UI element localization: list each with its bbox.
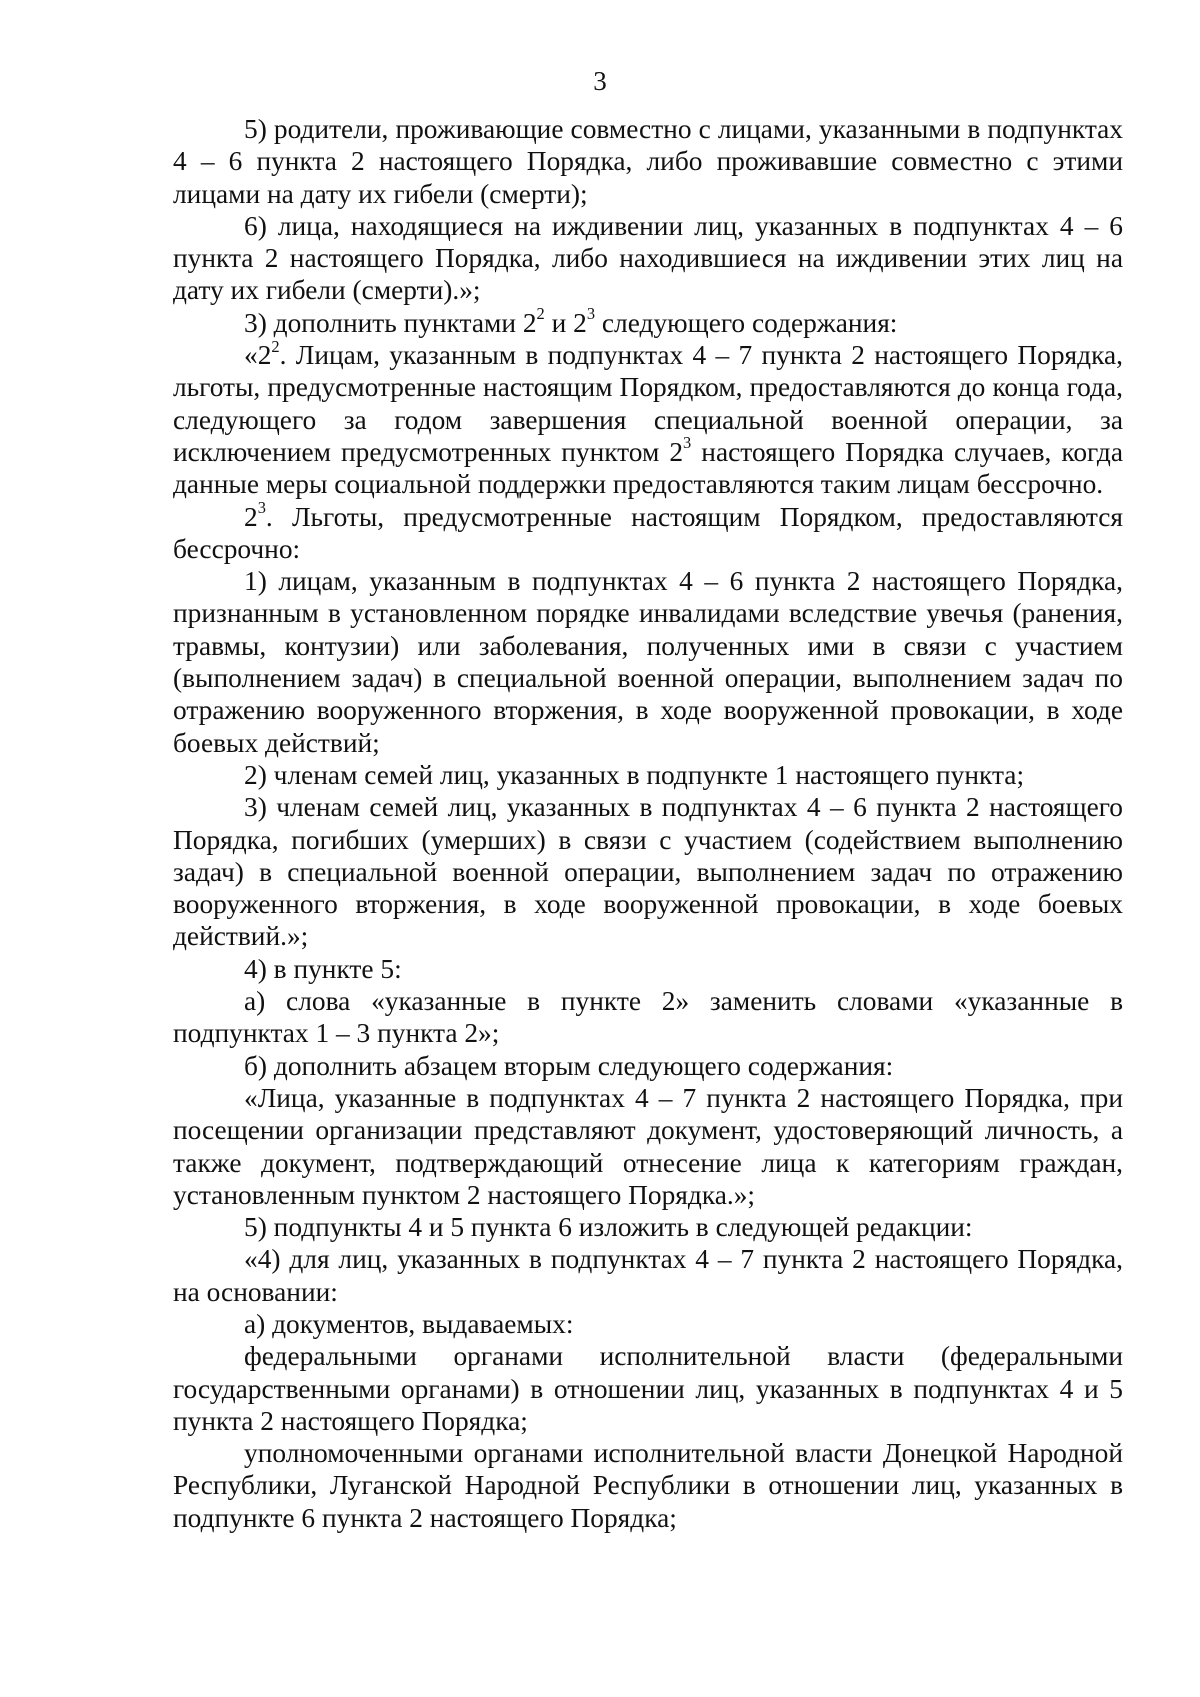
paragraph — [173, 1308, 1123, 1340]
paragraph — [173, 565, 1123, 759]
text-segment: 2) членам семей лиц, указанных в подпункте 1 настоящего пункта; — [244, 759, 1025, 790]
text-segment: 3) дополнить пунктами 2 — [244, 307, 537, 338]
text-segment: 3) членам семей лиц, указанных в подпунктах 4 – 6 пункта 2 настоящего Порядка, погибших (умерших) в связи с участием (содействием выполнению задач) в специальной военной операции, выполнением задач по отражению вооруженного вторжения, в ходе вооруженной провокации, в ходе боевых действий.»; — [173, 792, 1123, 952]
text-segment: 5) подпункты 4 и 5 пункта 6 изложить в следующей редакции: — [244, 1212, 973, 1243]
text-segment: следующего содержания: — [595, 307, 898, 338]
text-segment: а) слова «указанные в пункте 2» заменить словами «указанные в подпунктах 1 – 3 пункта 2»; — [173, 986, 1123, 1049]
paragraph — [173, 1243, 1123, 1308]
paragraph — [173, 336, 1123, 500]
paragraph — [173, 210, 1123, 307]
superscript: 3 — [586, 304, 596, 324]
paragraph — [173, 1437, 1123, 1534]
text-segment: настоящего Порядка случаев, когда данные меры социальной поддержки предоставляются таким лицам бессрочно. — [173, 436, 1123, 500]
text-segment: 6) лица, находящиеся на иждивении лиц, указанных в подпунктах 4 – 6 пункта 2 настоящего Порядка, либо находившиеся на иждивении этих лиц на дату их гибели (смерти).»; — [173, 210, 1123, 306]
text-segment: . Льготы, предусмотренные настоящим Порядком, предоставляются бессрочно: — [173, 501, 1123, 564]
text-segment: . Лицам, указанным в подпунктах 4 – 7 пункта 2 настоящего Порядка, льготы, предусмотренные настоящим Порядком, предоставляются до конца года, следующего за годом завершения специальной военной операции, за исключением предусмотренных пунктом 2 — [173, 340, 1123, 467]
superscript: 2 — [271, 336, 280, 356]
paragraph — [173, 1340, 1123, 1437]
paragraph — [173, 304, 1123, 339]
text-segment: «2 — [244, 340, 272, 371]
text-segment: 2 — [244, 501, 258, 532]
paragraph — [173, 953, 1123, 985]
paragraph — [173, 1211, 1123, 1243]
superscript: 3 — [257, 497, 266, 517]
page-number: 3 — [593, 66, 607, 96]
superscript: 2 — [536, 304, 545, 324]
text-segment: «4) для лиц, указанных в подпунктах 4 – 7 пункта 2 настоящего Порядка, на основании: — [173, 1244, 1123, 1307]
paragraph — [173, 1082, 1123, 1211]
text-segment: и 2 — [544, 307, 587, 338]
text-segment: «Лица, указанные в подпунктах 4 – 7 пункта 2 настоящего Порядка, при посещении организации представляют документ, удостоверяющий личность, а также документ, подтверждающий отнесение лица к категориям граждан, установленным пунктом 2 настоящего Порядка.»; — [173, 1082, 1123, 1210]
text-segment: б) дополнить абзацем вторым следующего содержания: — [244, 1050, 894, 1081]
superscript: 3 — [683, 433, 692, 453]
paragraph — [173, 497, 1123, 566]
paragraph — [173, 1050, 1123, 1082]
paragraph — [173, 985, 1123, 1050]
text-segment: 1) лицам, указанным в подпунктах 4 – 6 пункта 2 настоящего Порядка, признанным в установленном порядке инвалидами вследствие увечья (ранения, травмы, контузии) или заболевания, полученных ими в связи с участием (выполнением задач) в специальной военной операции, выполнением задач по отражению вооруженного вторжения, в ходе вооруженной провокации, в ходе боевых действий; — [173, 566, 1123, 758]
text-segment: уполномоченными органами исполнительной власти Донецкой Народной Республики, Луганской Народной Республики в отношении лиц, указанных в подпункте 6 пункта 2 настоящего Порядка; — [173, 1438, 1123, 1533]
paragraph — [173, 759, 1123, 791]
text-segment: федеральными органами исполнительной власти (федеральными государственными органами) в отношении лиц, указанных в подпунктах 4 и 5 пункта 2 настоящего Порядка; — [173, 1341, 1123, 1436]
text-segment: а) документов, выдаваемых: — [244, 1308, 574, 1339]
document-body — [173, 113, 1123, 1534]
paragraph — [173, 113, 1123, 210]
text-segment: 4) в пункте 5: — [244, 953, 402, 984]
paragraph — [173, 791, 1123, 952]
text-segment: 5) родители, проживающие совместно с лицами, указанными в подпунктах 4 – 6 пункта 2 настоящего Порядка, либо проживавшие совместно с этими лицами на дату их гибели (смерти); — [173, 114, 1123, 209]
